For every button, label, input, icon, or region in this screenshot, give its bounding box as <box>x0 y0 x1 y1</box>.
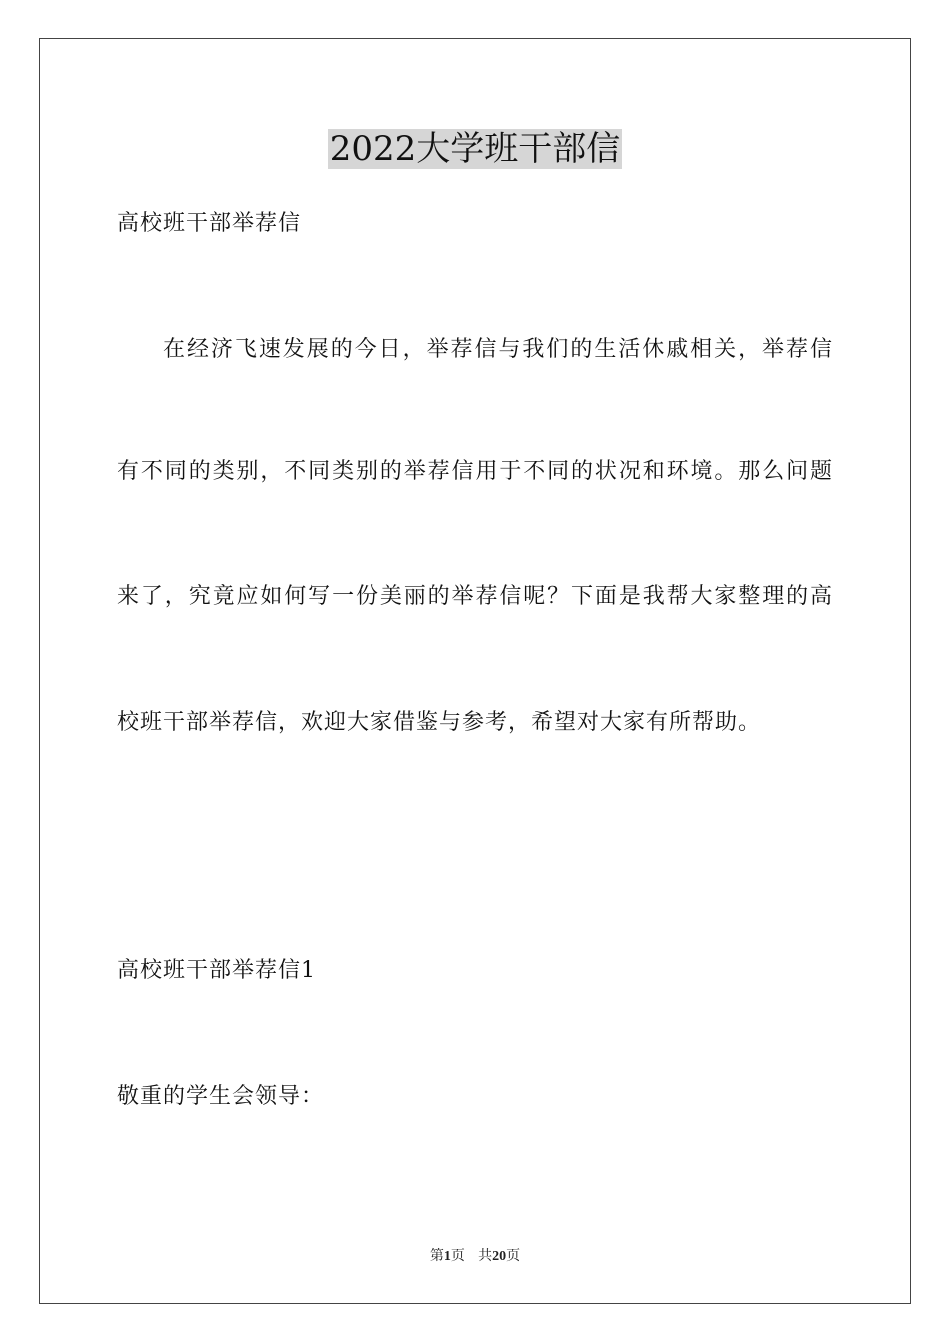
document-title <box>0 127 950 171</box>
page-footer <box>0 1246 950 1267</box>
intro-line-3: 来了，究竟应如何写一份美丽的举荐信呢？下面是我帮大家整理的高 <box>117 584 833 609</box>
document-title-text: 2022大学班干部信 <box>329 129 621 169</box>
total-pages: 20 <box>492 1249 507 1264</box>
intro-line-4: 校班干部举荐信，欢迎大家借鉴与参考，希望对大家有所帮助。 <box>117 710 762 735</box>
salutation: 敬重的学生会领导： <box>117 1084 325 1109</box>
page-number: 1 <box>443 1249 451 1264</box>
section-heading: 高校班干部举荐信1 <box>117 958 316 983</box>
page-prefix: 第 <box>429 1248 444 1264</box>
page-suffix: 页 <box>450 1248 465 1264</box>
total-suffix: 页 <box>506 1248 521 1264</box>
intro-line-1: 在经济飞速发展的今日，举荐信与我们的生活休戚相关，举荐信 <box>163 337 833 362</box>
intro-line-2: 有不同的类别，不同类别的举荐信用于不同的状况和环境。那么问题 <box>117 459 833 484</box>
subtitle: 高校班干部举荐信 <box>117 211 302 236</box>
total-prefix: 共 <box>478 1248 493 1264</box>
